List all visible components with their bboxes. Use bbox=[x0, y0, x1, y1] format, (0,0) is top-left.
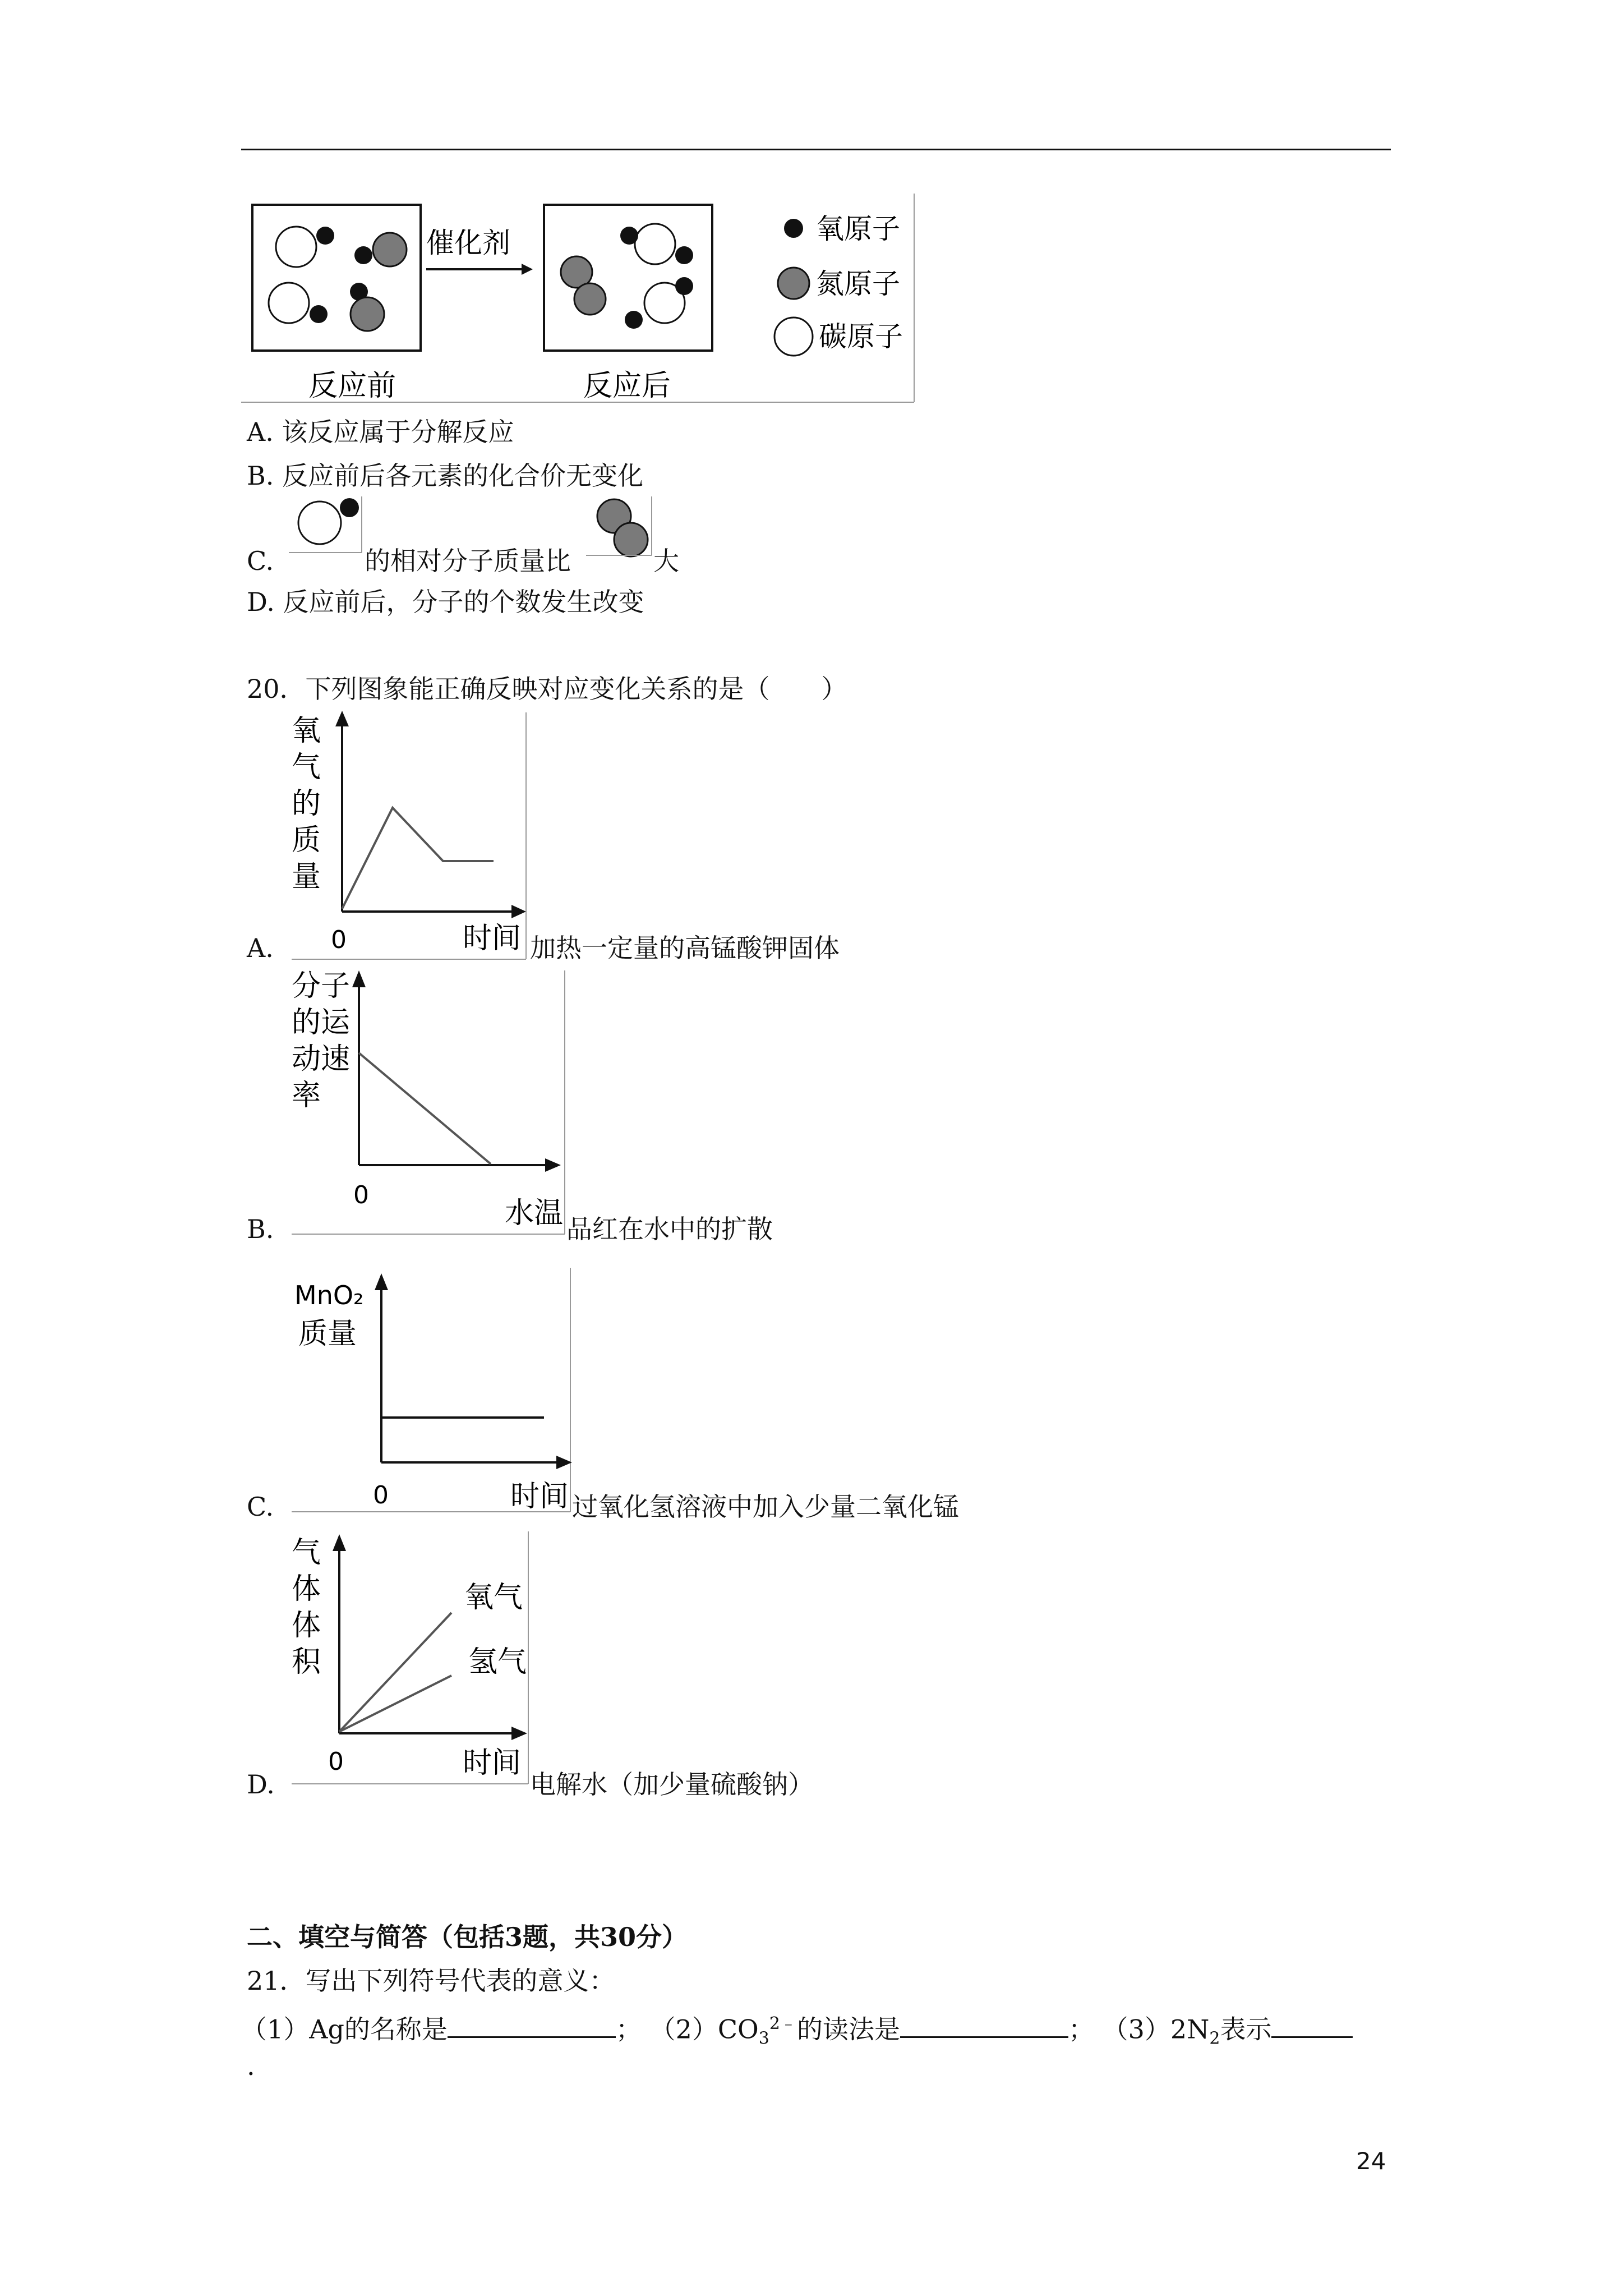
page-number: 24 bbox=[1356, 2147, 1386, 2175]
graph-d-xlabel: 时间 bbox=[463, 1746, 522, 1780]
svg-text:量: 量 bbox=[292, 860, 321, 894]
oxygen-legend-icon bbox=[784, 219, 803, 238]
q20-option-d-text: 电解水（加少量硫酸钠） bbox=[530, 1769, 814, 1800]
legend-oxygen: 氧原子 bbox=[816, 213, 900, 245]
q20-option-b-text: 品红在水中的扩散 bbox=[566, 1214, 773, 1244]
q21-stem: 21．写出下列符号代表的意义： bbox=[247, 1966, 615, 1996]
q19-option-c-mid: 的相对分子质量比 bbox=[365, 546, 571, 576]
q20-option-a-key: A. bbox=[247, 933, 274, 963]
section2-heading: 二、填空与简答（包括3题，共30分） bbox=[247, 1922, 688, 1952]
q19-option-a: A. 该反应属于分解反应 bbox=[247, 417, 514, 447]
graph-c-origin: 0 bbox=[373, 1481, 389, 1510]
graph-d-ylabel bbox=[292, 1536, 322, 1679]
nitrogen-legend-icon bbox=[778, 268, 809, 299]
carbon-legend-icon bbox=[774, 318, 813, 356]
catalyst-label: 催化剂 bbox=[426, 227, 510, 259]
svg-text:MnO₂: MnO₂ bbox=[294, 1280, 364, 1310]
graph-b bbox=[292, 968, 569, 1237]
q19-option-c-key: C. bbox=[247, 546, 274, 576]
n2-molecule-icon bbox=[583, 494, 656, 558]
graph-c-xlabel: 时间 bbox=[510, 1480, 569, 1513]
before-label: 反应前 bbox=[308, 369, 396, 403]
graph-b-ylabel bbox=[292, 969, 351, 1112]
q20-option-c-key: C. bbox=[247, 1492, 274, 1522]
q20-stem: 20．下列图象能正确反映对应变化关系的是（ ） bbox=[247, 674, 847, 704]
answer-blank-3[interactable] bbox=[1271, 2012, 1353, 2038]
svg-text:气: 气 bbox=[292, 1536, 321, 1570]
svg-text:的: 的 bbox=[292, 787, 321, 821]
svg-text:率: 率 bbox=[292, 1079, 321, 1112]
graph-b-origin: 0 bbox=[353, 1181, 369, 1209]
header-rule bbox=[241, 149, 1391, 150]
svg-text:质量: 质量 bbox=[298, 1317, 357, 1351]
q19-option-c-end: 大 bbox=[653, 546, 679, 576]
hydrogen-volume-line bbox=[339, 1676, 451, 1732]
answer-blank-1[interactable] bbox=[448, 2012, 616, 2038]
svg-text:体: 体 bbox=[292, 1572, 321, 1606]
svg-text:分子: 分子 bbox=[292, 969, 351, 1003]
q20-option-c-text: 过氧化氢溶液中加入少量二氧化锰 bbox=[572, 1492, 959, 1522]
graph-d-origin: 0 bbox=[328, 1747, 344, 1776]
q21-end: . bbox=[247, 2051, 255, 2081]
legend-nitrogen: 氮原子 bbox=[816, 268, 900, 300]
graph-c bbox=[292, 1265, 575, 1515]
graph-d-line1-label: 氧气 bbox=[464, 1581, 523, 1614]
oxygen-volume-line bbox=[339, 1613, 451, 1732]
q19-option-b: B. 反应前后各元素的化合价无变化 bbox=[247, 461, 644, 491]
after-label: 反应后 bbox=[583, 369, 671, 403]
q20-option-a-text: 加热一定量的高锰酸钾固体 bbox=[530, 933, 840, 963]
graph-d bbox=[292, 1529, 533, 1787]
svg-text:气: 气 bbox=[292, 751, 321, 784]
oxygen-mass-line bbox=[342, 808, 494, 909]
graph-a-origin: 0 bbox=[331, 926, 347, 954]
reaction-figure bbox=[241, 194, 931, 407]
legend-carbon: 碳原子 bbox=[819, 320, 903, 353]
graph-a-ylabel bbox=[292, 714, 321, 894]
velocity-line bbox=[359, 1053, 491, 1164]
q20-option-b-key: B. bbox=[247, 1214, 274, 1244]
svg-text:体: 体 bbox=[292, 1609, 321, 1642]
answer-blank-2[interactable] bbox=[900, 2012, 1068, 2038]
svg-text:质: 质 bbox=[292, 823, 321, 857]
graph-d-line2-label: 氢气 bbox=[468, 1645, 527, 1679]
graph-a bbox=[292, 710, 533, 962]
graph-b-xlabel: 水温 bbox=[505, 1197, 564, 1230]
graph-c-ylabel bbox=[294, 1280, 364, 1351]
svg-text:积: 积 bbox=[292, 1645, 321, 1679]
co-molecule-icon bbox=[289, 494, 367, 555]
svg-text:氧: 氧 bbox=[292, 714, 321, 748]
before-box bbox=[252, 205, 421, 351]
q20-option-d-key: D. bbox=[247, 1769, 275, 1800]
q21-line: （1）Ag的名称是 ； $(2)CO_3^{2﹣}$的读法是 ； $(3)2N_2$表示 bbox=[241, 2008, 1353, 2055]
graph-a-xlabel: 时间 bbox=[463, 922, 522, 955]
q19-option-d: D. 反应前后，分子的个数发生改变 bbox=[247, 587, 644, 617]
svg-text:的运: 的运 bbox=[292, 1006, 351, 1039]
svg-text:动速: 动速 bbox=[292, 1042, 351, 1076]
